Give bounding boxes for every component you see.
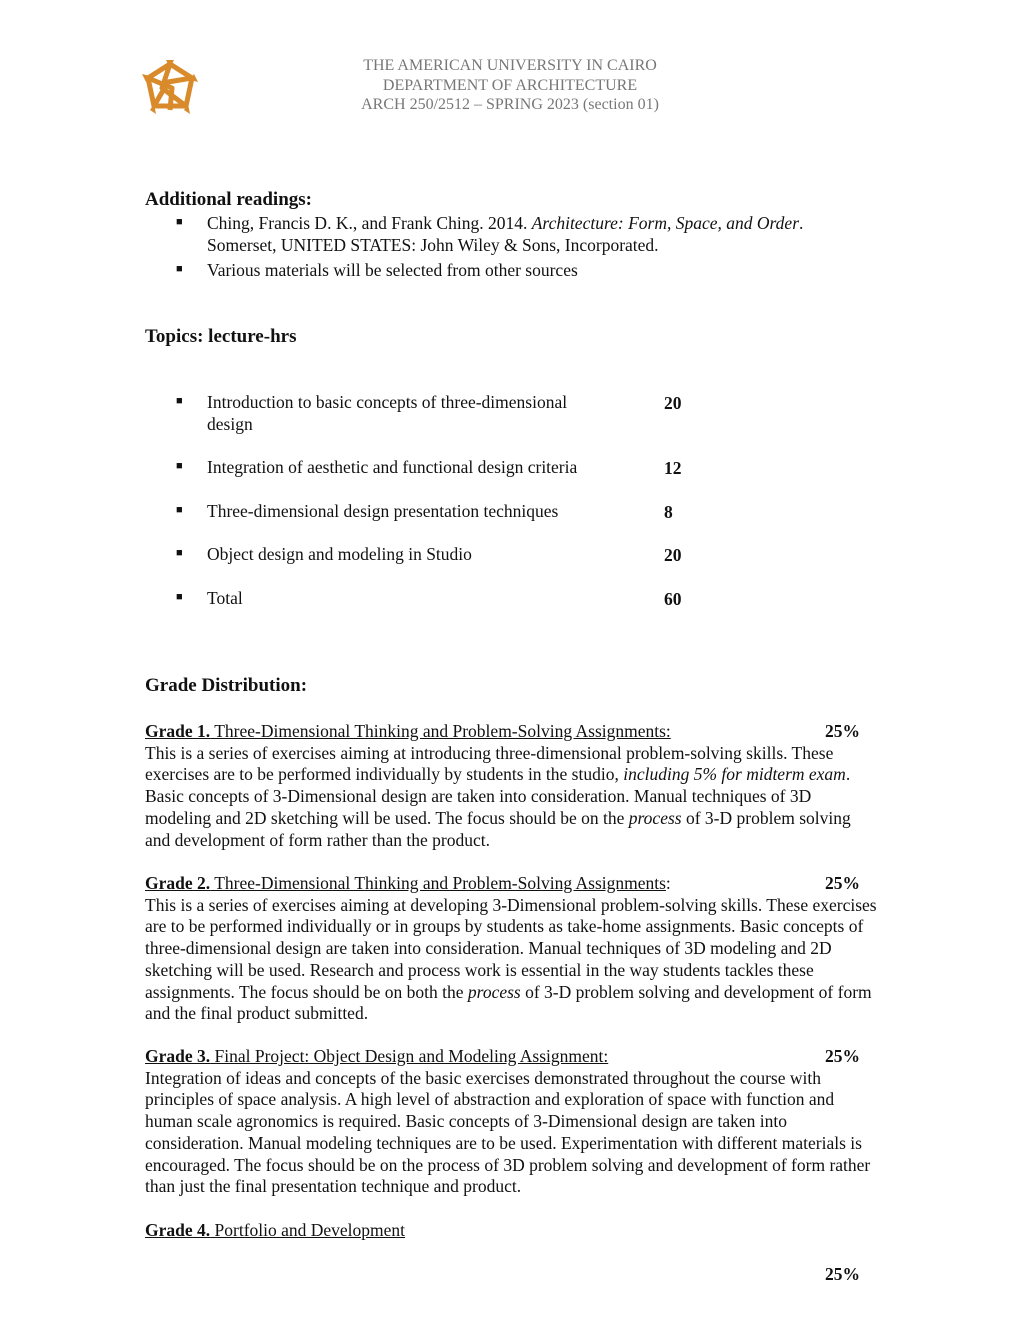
topic-hours-1: 20 — [664, 393, 682, 413]
bullet-icon: ■ — [176, 263, 183, 275]
topic-item-1: Introduction to basic concepts of three-dimensional design — [207, 392, 568, 434]
bullet-icon: ■ — [176, 504, 183, 516]
grade-1-description: This is a series of exercises aiming at introducing three-dimensional problem-solving skills. These exercises are to be performed individually by students in the studio, including 5% for midterm exam. Basic concepts of 3-Dimensional design are taken into consideration. Manual techniques of 3D modeling and 2D sketching will be used. The focus should be on the process of 3-D problem solving and development of form rather than the product. — [145, 742, 851, 850]
grade-2-title: Grade 2. Three-Dimensional Thinking and Problem-Solving Assignments: 25% — [145, 873, 860, 893]
grade-1-percent: 25% — [825, 721, 860, 741]
document-header — [300, 56, 720, 115]
grade-2-section — [145, 873, 880, 1025]
bullet-icon: ■ — [176, 547, 183, 559]
topic-total: Total — [207, 588, 243, 608]
grade-3-percent: 25% — [825, 1046, 860, 1066]
grade-4-section — [145, 1220, 880, 1242]
topic-hours-2: 12 — [664, 458, 682, 478]
topics-heading: Topics: lecture-hrs — [145, 326, 297, 347]
grade-2-description: This is a series of exercises aiming at developing 3-Dimensional problem-solving skills. These exercises are to be performed individually or in groups by students as take-home assignments. Basic concepts of three-dimensional design are taken into consideration. Manual techniques of 3D modeling and 2D sketching will be used. Research and process work is essential in the way students tackles these assignments. The focus should be on both the process of 3-D problem solving and development of form and the final product submitted. — [145, 894, 877, 1024]
topic-hours-3: 8 — [664, 502, 673, 522]
readings-heading: Additional readings: — [145, 189, 312, 210]
bullet-icon: ■ — [176, 460, 183, 472]
university-name: THE AMERICAN UNIVERSITY IN CAIRO — [363, 57, 657, 74]
reading-item-1: Ching, Francis D. K., and Frank Ching. 2014. Architecture: Form, Space, and Order. Somerset, UNITED STATES: John Wiley & Sons, Incorporated. — [207, 213, 804, 255]
topic-hours-total: 60 — [664, 589, 682, 609]
grade-3-section — [145, 1046, 880, 1198]
bullet-icon: ■ — [176, 591, 183, 603]
bullet-icon: ■ — [176, 395, 183, 407]
reading-item-2: Various materials will be selected from other sources — [207, 260, 578, 280]
book-title: Architecture: Form, Space, and Order — [531, 213, 800, 233]
grade-4-title: Grade 4. Portfolio and Development — [145, 1220, 406, 1240]
topic-item-2: Integration of aesthetic and functional design criteria — [207, 457, 578, 477]
course-code: ARCH 250/2512 – SPRING 2023 (section 01) — [361, 96, 659, 113]
grade-3-title: Grade 3. Final Project: Object Design and Modeling Assignment: 25% — [145, 1046, 860, 1066]
topic-item-4: Object design and modeling in Studio — [207, 544, 472, 564]
department-name: DEPARTMENT OF ARCHITECTURE — [382, 76, 638, 94]
bullet-icon: ■ — [176, 216, 183, 228]
topic-item-3: Three-dimensional design presentation techniques — [207, 501, 559, 521]
grade-2-percent: 25% — [825, 873, 860, 893]
topic-hours-4: 20 — [664, 545, 682, 565]
grade-1-section — [145, 721, 880, 851]
grades-heading: Grade Distribution: — [145, 675, 308, 696]
grade-3-description: Integration of ideas and concepts of the basic exercises demonstrated throughout the course with principles of space analysis. A high level of abstraction and exploration of space with function and human scale agronomics is required. Basic concepts of 3-Dimensional design are taken into consideration. Manual modeling techniques are to be used. Experimentation with different materials is encouraged. The focus should be on the process of 3D problem solving and development of form rather than just the final presentation technique and product. — [145, 1067, 871, 1197]
grade-1-title: Grade 1. Three-Dimensional Thinking and Problem-Solving Assignments: 25% — [145, 721, 860, 741]
university-logo — [140, 58, 200, 116]
grade-4-percent: 25% — [825, 1264, 860, 1284]
